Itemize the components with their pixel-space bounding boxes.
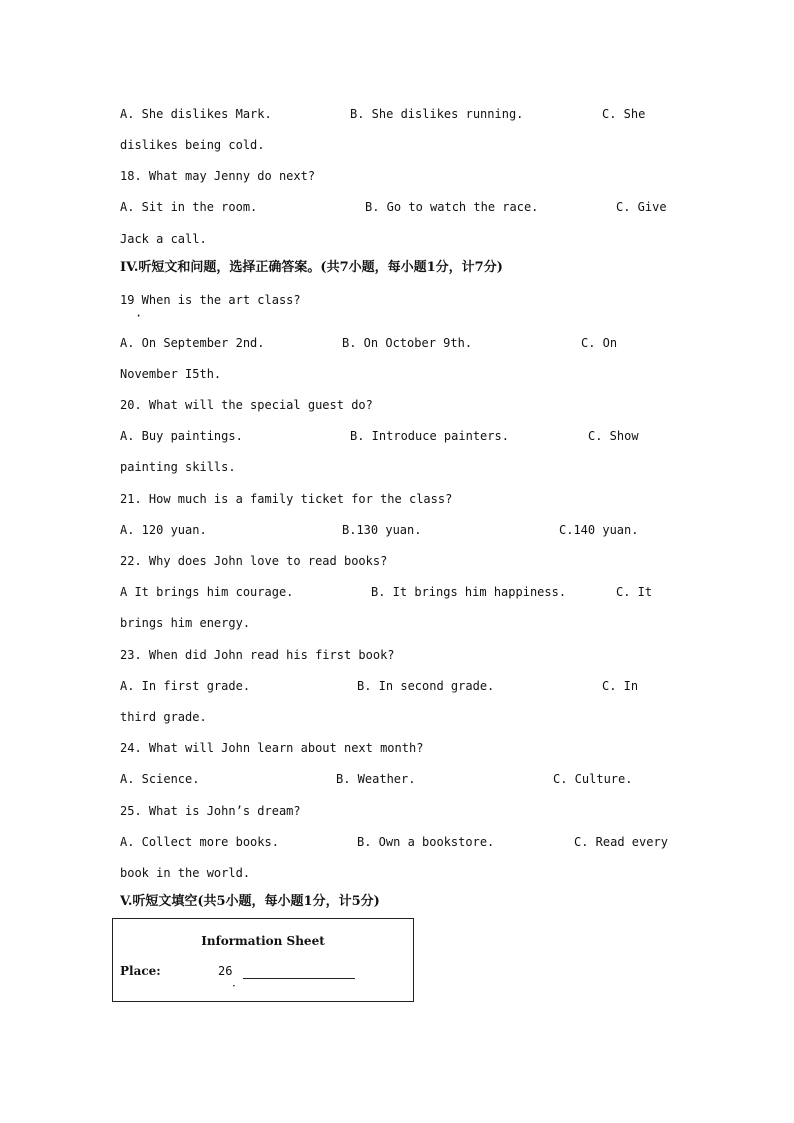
- q24-option-c: C. Culture.: [553, 772, 633, 786]
- q25-option-c-continued: book in the world.: [120, 866, 251, 880]
- q21-options: [120, 520, 674, 540]
- q18-option-c: C. Give: [616, 200, 667, 214]
- q18-option-a: A. Sit in the room.: [120, 200, 258, 214]
- q17-option-b: B. She dislikes running.: [350, 107, 524, 121]
- q25-option-a: A. Collect more books.: [120, 835, 279, 849]
- q24-question: 24. What will John learn about next month?: [120, 741, 424, 755]
- q22-option-c-continued: brings him energy.: [120, 616, 251, 630]
- q24-option-b: B. Weather.: [336, 772, 416, 786]
- q23-option-c-continued: third grade.: [120, 710, 207, 724]
- q23-options: [120, 676, 674, 696]
- q22-question: 22. Why does John love to read books?: [120, 554, 388, 568]
- q19-option-b: B. On October 9th.: [342, 336, 473, 350]
- q18-question: 18. What may Jenny do next?: [120, 169, 316, 183]
- q23-option-a: A. In first grade.: [120, 679, 251, 693]
- blank-26-answer-line[interactable]: [243, 978, 355, 979]
- q17-option-a: A. She dislikes Mark.: [120, 107, 272, 121]
- stray-dot-mark: ·: [135, 309, 143, 323]
- q19-option-c: C. On: [581, 336, 618, 350]
- information-sheet-title: Information Sheet: [201, 934, 325, 948]
- q21-option-c: C.140 yuan.: [559, 523, 639, 537]
- section-4-heading: IV.听短文和问题，选择正确答案。(共7小题，每小题1分，计7分): [120, 260, 503, 275]
- q22-option-a: A It brings him courage.: [120, 585, 294, 599]
- q22-option-c: C. It: [616, 585, 653, 599]
- q21-option-b: B.130 yuan.: [342, 523, 422, 537]
- q23-question: 23. When did John read his first book?: [120, 648, 395, 662]
- q18-option-b: B. Go to watch the race.: [365, 200, 539, 214]
- blank-26-number: 26: [218, 964, 233, 978]
- q19-question: 19 When is the art class?: [120, 293, 301, 307]
- stray-dot-mark: ·: [232, 979, 236, 993]
- q22-option-b: B. It brings him happiness.: [371, 585, 567, 599]
- q19-option-c-continued: November I5th.: [120, 367, 222, 381]
- q21-option-a: A. 120 yuan.: [120, 523, 207, 537]
- q20-option-b: B. Introduce painters.: [350, 429, 509, 443]
- q25-option-b: B. Own a bookstore.: [357, 835, 495, 849]
- q24-options: [120, 769, 674, 789]
- q19-option-a: A. On September 2nd.: [120, 336, 265, 350]
- q24-option-a: A. Science.: [120, 772, 200, 786]
- q25-option-c: C. Read every: [574, 835, 668, 849]
- q23-option-b: B. In second grade.: [357, 679, 495, 693]
- q21-question: 21. How much is a family ticket for the class?: [120, 492, 453, 506]
- q20-option-c-continued: painting skills.: [120, 460, 236, 474]
- place-label: Place:: [120, 964, 161, 978]
- q20-option-a: A. Buy paintings.: [120, 429, 243, 443]
- q17-option-c: C. She: [602, 107, 646, 121]
- q17-options: [120, 104, 674, 124]
- section-5-heading: V.听短文填空(共5小题，每小题1分，计5分): [120, 894, 380, 909]
- q22-options: [120, 582, 674, 602]
- q18-option-c-continued: Jack a call.: [120, 232, 207, 246]
- q19-options: [120, 333, 674, 353]
- q20-options: [120, 426, 674, 446]
- q20-option-c: C. Show: [588, 429, 639, 443]
- q25-question: 25. What is John’s dream?: [120, 804, 301, 818]
- q25-options: [120, 832, 674, 852]
- q20-question: 20. What will the special guest do?: [120, 398, 373, 412]
- q17-option-c-continued: dislikes being cold.: [120, 138, 265, 152]
- q23-option-c: C. In: [602, 679, 639, 693]
- q18-options: [120, 197, 674, 217]
- information-sheet-box: [112, 918, 414, 1002]
